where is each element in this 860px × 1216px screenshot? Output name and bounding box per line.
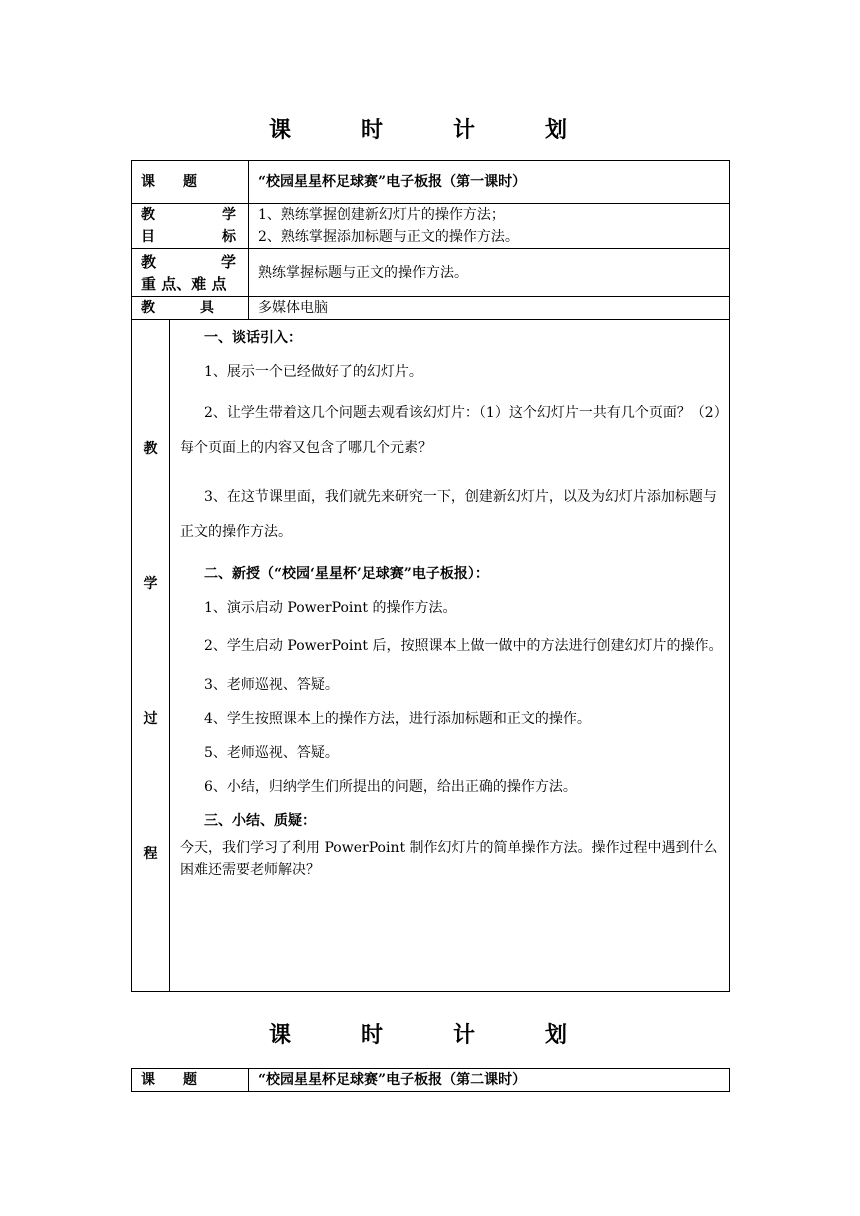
- process-content: [170, 320, 730, 992]
- page-title: 课 时 计 划: [268, 1022, 591, 1048]
- process-paragraph: 1、展示一个已经做好了的幻灯片。: [204, 364, 423, 380]
- process-paragraph: 6、小结，归纳学生们所提出的问题，给出正确的操作方法。: [204, 779, 577, 795]
- lesson-plan-table: [131, 1068, 730, 1092]
- process-paragraph: 4、学生按照课本上的操作方法，进行添加标题和正文的操作。: [204, 711, 591, 727]
- goal-value: [249, 204, 730, 249]
- topic-row: [132, 161, 730, 204]
- key-label-line2: 重 点、难 点: [141, 274, 227, 293]
- tool-row: [132, 297, 730, 320]
- section-heading: 一、谈话引入：: [204, 330, 302, 346]
- process-paragraph: 5、老师巡视、答疑。: [204, 745, 339, 761]
- goal-label-char: 学: [222, 207, 236, 223]
- section-heading: 三、小结、质疑：: [204, 813, 316, 829]
- topic-label: [132, 1069, 249, 1092]
- tool-label-char: 具: [200, 300, 214, 316]
- process-label-char: 程: [143, 846, 158, 862]
- tool-value: 多媒体电脑: [249, 297, 730, 320]
- goal-row: [132, 204, 730, 249]
- goal-line-2: 2、熟练掌握添加标题与正文的操作方法。: [258, 229, 519, 245]
- process-paragraph: 2、让学生带着这几个问题去观看该幻灯片：（1）这个幻灯片一共有几个页面？（2）每个页面上的内容又包含了哪几个元素？: [180, 405, 721, 456]
- key-row: [132, 249, 730, 297]
- goal-line-1: 1、熟练掌握创建新幻灯片的操作方法；: [258, 207, 505, 223]
- key-label: [132, 249, 249, 297]
- tool-label: [132, 297, 249, 320]
- topic-label-text: 课 题: [141, 174, 197, 190]
- process-paragraph: 2、学生启动 PowerPoint 后，按照课本上做一做中的方法进行创建幻灯片的操作。: [204, 638, 723, 654]
- key-label-char: 教: [141, 252, 157, 271]
- process-paragraph: 3、老师巡视、答疑。: [204, 677, 339, 693]
- topic-label: [132, 161, 249, 204]
- process-label-char: 过: [143, 711, 158, 727]
- topic-row: [132, 1069, 730, 1092]
- key-label-char: 学: [220, 252, 236, 271]
- lesson-plan-table: [131, 160, 730, 992]
- section-heading: 二、新授（“校园‘星星杯’足球赛”电子板报）：: [204, 566, 489, 582]
- key-value: 熟练掌握标题与正文的操作方法。: [249, 249, 730, 297]
- topic-label-text: 课 题: [141, 1072, 197, 1088]
- topic-value: “校园星星杯足球赛”电子板报（第一课时）: [249, 161, 730, 204]
- goal-label-char: 教: [141, 207, 155, 223]
- process-paragraph: 3、在这节课里面，我们就先来研究一下，创建新幻灯片，以及为幻灯片添加标题与正文的操作方法。: [180, 489, 717, 540]
- goal-label-char: 目: [141, 229, 155, 245]
- process-paragraph: 1、演示启动 PowerPoint 的操作方法。: [204, 600, 457, 616]
- process-label: [132, 320, 170, 992]
- process-row: [132, 320, 730, 992]
- process-label-char: 教: [143, 441, 158, 457]
- page-title: 课 时 计 划: [268, 117, 591, 143]
- process-paragraph: 今天，我们学习了利用 PowerPoint 制作幻灯片的简单操作方法。操作过程中遇到什么困难还需要老师解决？: [180, 840, 718, 878]
- goal-label: [132, 204, 249, 249]
- topic-value: “校园星星杯足球赛”电子板报（第二课时）: [249, 1069, 730, 1092]
- process-label-char: 学: [143, 576, 158, 592]
- goal-label-char: 标: [222, 229, 236, 245]
- tool-label-char: 教: [141, 300, 155, 316]
